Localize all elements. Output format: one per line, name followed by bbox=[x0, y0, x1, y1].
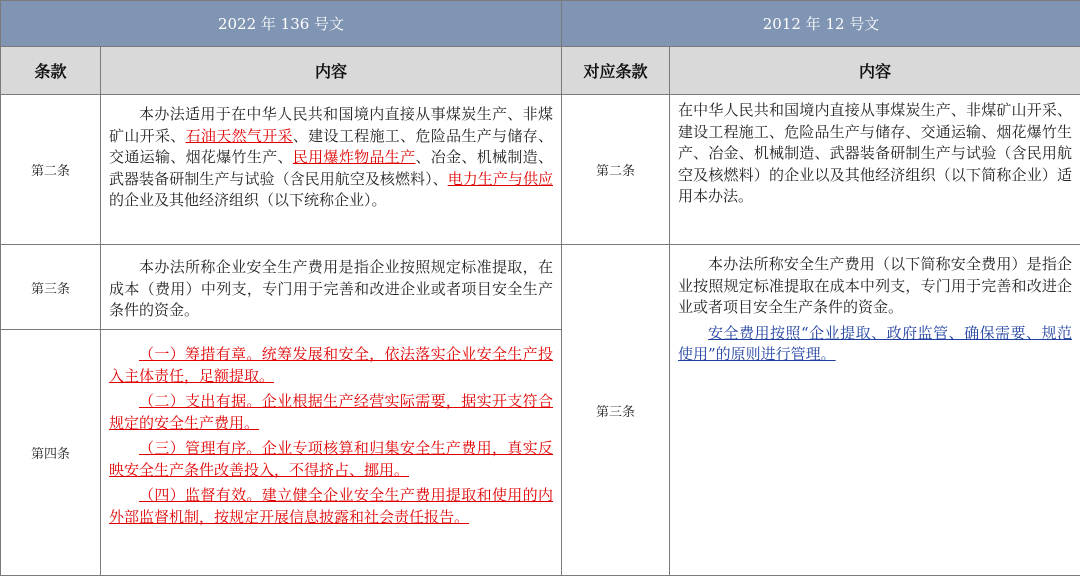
left-content-article-3 bbox=[101, 245, 562, 330]
column-header-corresponding-clause: 对应条款 bbox=[562, 47, 670, 95]
highlight-red-oil-gas: 石油天然气开采 bbox=[186, 127, 293, 145]
red-item-2: （二）支出有据。企业根据生产经营实际需要，据实开支符合规定的安全生产费用。 bbox=[109, 391, 553, 434]
text-span: 本办法适用于在中华人民共和国境内直接从事煤炭生产、非煤矿山开采、 bbox=[109, 105, 553, 145]
right-clause-article-2: 第二条 bbox=[562, 95, 670, 245]
left-text-article-3: 本办法所称企业安全生产费用是指企业按照规定标准提取，在成本（费用）中列支，专门用于完善和改进企业或者项目安全生产条件的资金。 bbox=[109, 257, 553, 322]
right-content-article-2 bbox=[670, 95, 1080, 245]
left-content-article-2 bbox=[101, 95, 562, 245]
highlight-red-power: 电力生产与供应 bbox=[448, 170, 553, 188]
highlight-blue-principle: 安全费用按照“企业提取、政府监管、确保需要、规范使用”的原则进行管理。 bbox=[678, 324, 1072, 364]
red-item-1: （一）筹措有章。统筹发展和安全，依法落实企业安全生产投入主体责任，足额提取。 bbox=[109, 344, 553, 387]
group-header-2012: 2012 年 12 号文 bbox=[562, 1, 1080, 47]
left-clause-article-4: 第四条 bbox=[1, 330, 101, 576]
column-header-content-right: 内容 bbox=[670, 47, 1080, 95]
text-span: 的企业及其他经济组织（以下统称企业）。 bbox=[109, 191, 387, 209]
column-header-content: 内容 bbox=[101, 47, 562, 95]
table-row-article-2 bbox=[1, 95, 1080, 245]
right-text-article-3: 本办法所称安全生产费用（以下简称安全费用）是指企业按照规定标准提取在成本中列支，专门用于完善和改进企业或者项目安全生产条件的资金。 bbox=[678, 254, 1072, 319]
column-header-clause: 条款 bbox=[1, 47, 101, 95]
left-content-article-4 bbox=[101, 330, 562, 576]
right-content-article-3 bbox=[670, 245, 1080, 576]
red-item-4: （四）监督有效。建立健全企业安全生产费用提取和使用的内外部监督机制，按规定开展信息披露和社会责任报告。 bbox=[109, 485, 553, 528]
text-span: 、冶金、机械制造、武器装备研制生产与试验（含民用航空及核燃料）、 bbox=[109, 148, 553, 188]
text-span: 、建设工程施工、危险品生产与储存、交通运输、烟花爆竹生产、 bbox=[109, 127, 553, 167]
table-row-article-3 bbox=[1, 245, 1080, 330]
group-header-2022: 2022 年 136 号文 bbox=[1, 1, 562, 47]
left-clause-article-2: 第二条 bbox=[1, 95, 101, 245]
left-clause-article-3: 第三条 bbox=[1, 245, 101, 330]
red-item-3: （三）管理有序。企业专项核算和归集安全生产费用，真实反映安全生产条件改善投入，不得挤占、挪用。 bbox=[109, 438, 553, 481]
right-clause-article-3: 第三条 bbox=[562, 245, 670, 576]
highlight-red-explosives: 民用爆炸物品生产 bbox=[293, 148, 416, 166]
right-text-article-2: 在中华人民共和国境内直接从事煤炭生产、非煤矿山开采、建设工程施工、危险品生产与储存、交通运输、烟花爆竹生产、冶金、机械制造、武器装备研制生产与试验（含民用航空及核燃料）的企业以及其他经济组织（以下简称企业）适用本办法。 bbox=[678, 100, 1072, 208]
